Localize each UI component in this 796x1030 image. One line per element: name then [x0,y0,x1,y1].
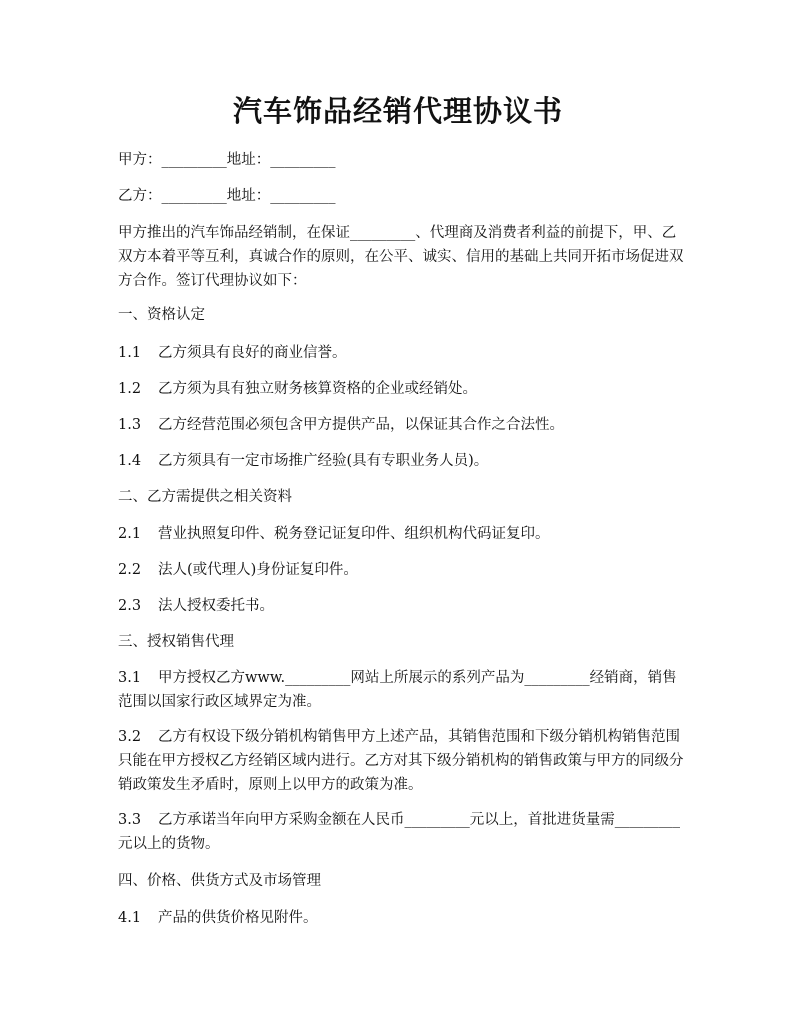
section-heading-2: 二、乙方需提供之相关资料 [118,489,292,505]
section-heading-4: 四、价格、供货方式及市场管理 [118,873,321,889]
clause-1-4 [118,449,684,473]
clause-text: 营业执照复印件、税务登记证复印件、组织机构代码证复印。 [158,526,550,542]
clause-1-1 [118,341,684,365]
section-heading-3: 三、授权销售代理 [118,634,234,650]
clause-1-3 [118,413,684,437]
clause-text: 乙方有权设下级分销机构销售甲方上述产品，其销售范围和下级分销机构销售范围只能在甲方授权乙方经销区域内进行。乙方对其下级分销机构的销售政策与甲方的同级分销政策发生矛盾时，原则上以甲方的政策为准。 [118,729,684,793]
clause-3-3 [118,808,684,856]
clause-number: 1.3 [118,417,142,433]
clause-text: 乙方经营范围必须包含甲方提供产品，以保证其合作之合法性。 [158,417,564,433]
clause-number: 3.2 [118,729,142,745]
intro-paragraph: 甲方推出的汽车饰品经销制，在保证_________、代理商及消费者利益的前提下，甲、乙双方本着平等互利，真诚合作的原则，在公平、诚实、信用的基础上共同开拓市场促进双方合作。签订代理协议如下： [118,225,684,289]
clause-number: 2.2 [118,562,142,578]
clause-text: 乙方须具有一定市场推广经验(具有专职业务人员)。 [158,453,489,469]
clause-number: 2.3 [118,598,142,614]
clause-number: 1.2 [118,381,142,397]
section-heading-1: 一、资格认定 [118,307,205,323]
clause-text: 乙方须为具有独立财务核算资格的企业或经销处。 [158,381,477,397]
document-title: 汽车饰品经销代理协议书 [232,94,563,128]
clause-text: 产品的供货价格见附件。 [158,910,318,926]
party-b-line: 乙方：_________地址：_________ [118,188,336,204]
party-a-line: 甲方：_________地址：_________ [118,152,336,168]
clause-1-2 [118,377,684,401]
clause-text: 乙方须具有良好的商业信誉。 [158,345,347,361]
clause-text: 乙方承诺当年向甲方采购金额在人民币_________元以上，首批进货量需_________元以上的货物。 [118,812,680,852]
clause-number: 4.1 [118,910,142,926]
clause-text: 法人授权委托书。 [158,598,274,614]
clause-number: 2.1 [118,526,142,542]
clause-2-3 [118,594,684,618]
clause-text: 法人(或代理人)身份证复印件。 [158,562,358,578]
clause-number: 3.1 [118,670,142,686]
clause-number: 1.1 [118,345,142,361]
clause-4-1 [118,906,684,930]
clause-text: 甲方授权乙方www._________网站上所展示的系列产品为_________经销商，销售范围以国家行政区域界定为准。 [118,670,677,710]
clause-2-2 [118,558,684,582]
clause-3-1 [118,666,684,714]
clause-2-1 [118,522,684,546]
clause-3-2 [118,725,684,797]
clause-number: 1.4 [118,453,142,469]
clause-number: 3.3 [118,812,142,828]
